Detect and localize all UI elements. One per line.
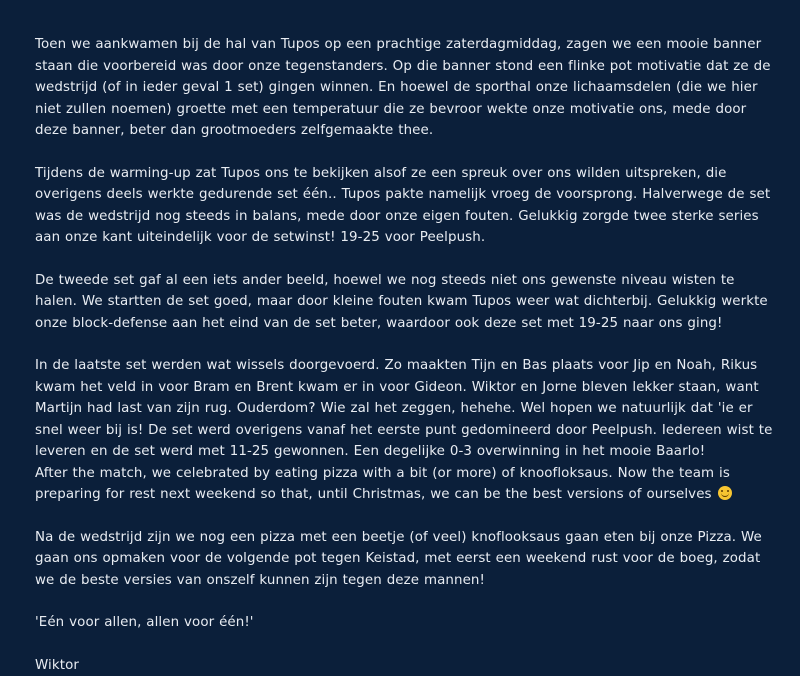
paragraph-set-one: Tijdens de warming-up zat Tupos ons te bekijken alsof ze een spreuk over ons wilden uitspreken, die overigens deels werkte gedurende set één.. Tupos pakte namelijk vroeg de voorsprong. Halverwege de set was de wedstrijd nog steeds in balans, mede door onze eigen fouten. Gelukkig zorgde twee sterke series aan onze kant uiteindelijk voor de setwinst! 19-25 voor Peelpush. xyxy=(35,163,774,249)
paragraph-set-two: De tweede set gaf al een iets ander beeld, hoewel we nog steeds niet ons gewenste niveau wisten te halen. We startten de set goed, maar door kleine fouten kwam Tupos weer wat dichterbij. Gelukkig werkte onze block-defense aan het eind van de set beter, waardoor ook deze set met 19-25 naar ons ging! xyxy=(35,270,774,335)
paragraph-after-match: Na de wedstrijd zijn we nog een pizza met een beetje (of veel) knoflooksaus gaan eten bij onze Pizza. We gaan ons opmaken voor de volgende pot tegen Keistad, met eerst een weekend rust voor de boeg, zodat we de beste versies van onszelf kunnen zijn tegen deze mannen! xyxy=(35,527,774,592)
paragraph-set-three xyxy=(35,355,774,506)
author-signature: Wiktor xyxy=(35,655,774,676)
smiling-face-emoji-icon xyxy=(718,486,732,500)
paragraph-arrival: Toen we aankwamen bij de hal van Tupos op een prachtige zaterdagmiddag, zagen we een mooie banner staan die voorbereid was door onze tegenstanders. Op die banner stond een flinke pot motivatie dat ze de wedstrijd (of in ieder geval 1 set) gingen winnen. En hoewel de sporthal onze lichaamsdelen (die we hier niet zullen noemen) groette met een temperatuur die ze bevroor wekte onze motivatie ons, mede door deze banner, beter dan grootmoeders zelfgemaakte thee. xyxy=(35,34,774,142)
paragraph-set-three-text: In de laatste set werden wat wissels doorgevoerd. Zo maakten Tijn en Bas plaats voor Jip en Noah, Rikus kwam het veld in voor Bram en Brent kwam er in voor Gideon. Wiktor en Jorne bleven lekker staan, want Martijn had last van zijn rug. Ouderdom? Wie zal het zeggen, hehehe. Wel hopen we natuurlijk dat 'ie er snel weer bij is! De set werd overigens vanaf het eerste punt gedomineerd door Peelpush. Iedereen wist te leveren en de set werd met 11-25 gewonnen. Een degelijke 0-3 overwinning in het mooie Baarlo! After the match, we celebrated by eating pizza with a bit (or more) of knoofloksaus. Now the team is preparing for rest next weekend so that, until Christmas, we can be the best versions of ourselves xyxy=(35,358,772,502)
closing-quote: 'Eén voor allen, allen voor één!' xyxy=(35,612,774,634)
